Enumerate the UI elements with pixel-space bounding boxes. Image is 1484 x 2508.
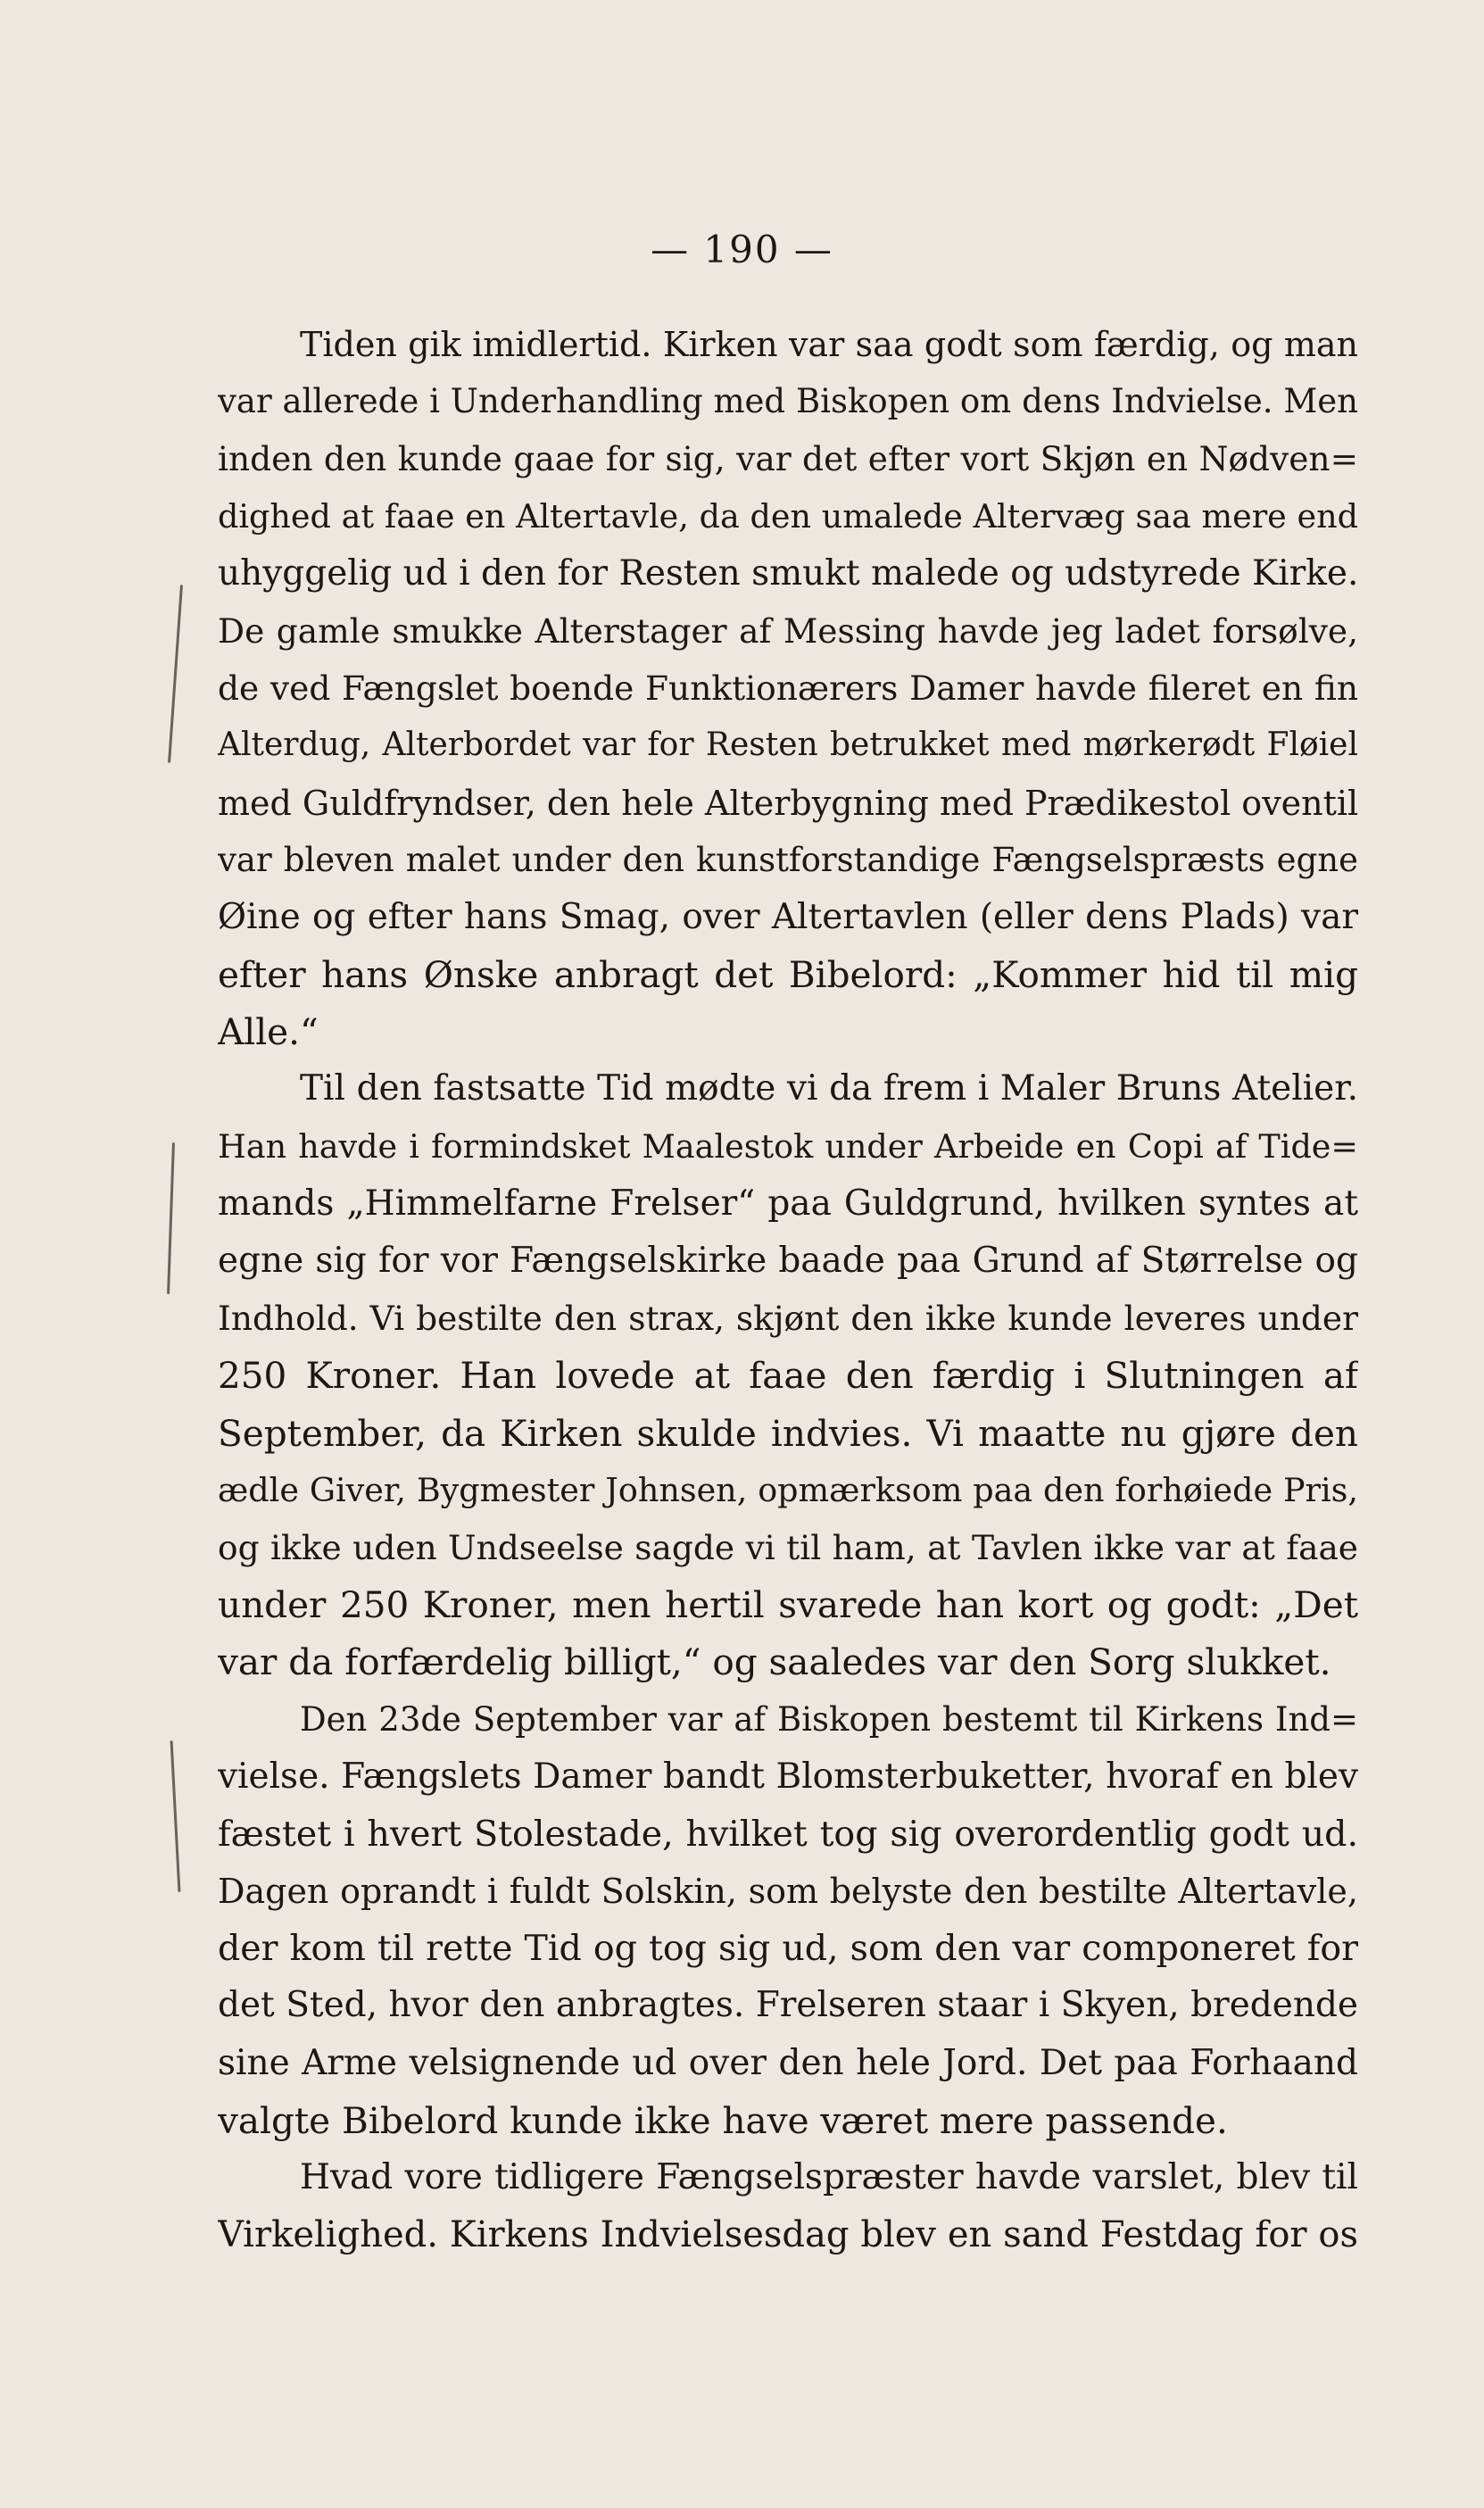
text-line: Dagen oprandt i fuldt Solskin, som belyste den bestilte Altertavle, [218,1872,1358,1912]
text-line: Hvad vore tidligere Fængselspræster havde varslet, blev til [300,2157,1358,2197]
text-line: Til den fastsatte Tid mødte vi da frem i Maler Bruns Atelier. [300,1068,1358,1109]
text-line: valgte Bibelord kunde ikke have været mere passende. [218,2098,1228,2142]
margin-pencil-mark [167,1142,175,1294]
text-line: uhyggelig ud i den for Resten smukt malede og udstyrede Kirke. [218,552,1358,594]
text-line: efter hans Ønske anbragt det Bibelord: „Kommer hid til mig [218,953,1358,997]
body-text [218,316,1358,2263]
text-line: fæstet i hvert Stolestade, hvilket tog sig overordentlig godt ud. [218,1813,1358,1855]
text-line: var allerede i Underhandling med Biskopen om dens Indvielse. Men [218,382,1358,421]
page-number: — 190 — [651,228,833,271]
text-line: var da forfærdelig billigt,“ og saaledes var den Sorg slukket. [218,1640,1331,1684]
text-line: det Sted, hvor den anbragtes. Frelseren staar i Skyen, bredende [218,1985,1358,2026]
text-line: inden den kunde gaae for sig, var det efter vort Skjøn en Nødven= [218,439,1358,479]
text-line: Tiden gik imidlertid. Kirken var saa godt som færdig, og man [300,325,1358,364]
text-line: September, da Kirken skulde indvies. Vi maatte nu gjøre den [218,1411,1358,1455]
text-line: 250 Kroner. Han lovede at faae den færdig i Slutningen af [218,1354,1358,1398]
text-line: ædle Giver, Bygmester Johnsen, opmærksom paa den forhøiede Pris, [218,1470,1358,1509]
text-line: Han havde i formindsket Maalestok under Arbeide en Copi af Tide= [218,1126,1358,1166]
text-line: med Guldfryndser, den hele Alterbygning med Prædikestol oventil [218,783,1358,823]
text-line: der kom til rette Tid og tog sig ud, som den var componeret for [218,1928,1358,1970]
margin-pencil-mark [168,585,183,763]
text-line: Alle.“ [218,1010,319,1054]
text-line: Den 23de September var af Biskopen bestemt til Kirkens Ind= [300,1699,1358,1739]
text-line: og ikke uden Undseelse sagde vi til ham, at Tavlen ikke var at faae [218,1527,1358,1567]
text-line: de ved Fængslet boende Funktionærers Damer havde fileret en fin [218,669,1358,709]
text-line: dighed at faae en Altertavle, da den umalede Altervæg saa mere end [218,496,1358,536]
text-line: under 250 Kroner, men hertil svarede han kort og godt: „Det [218,1583,1358,1627]
text-line: De gamle smukke Alterstager af Messing havde jeg ladet forsølve, [218,610,1358,651]
text-line: Øine og efter hans Smag, over Altertavlen (eller dens Plads) var [218,896,1358,937]
text-line: sine Arme velsignende ud over den hele Jord. Det paa Forhaand [218,2042,1358,2083]
margin-pencil-mark [170,1740,181,1892]
text-line: var bleven malet under den kunstforstandige Fængselspræsts egne [218,840,1358,879]
text-line: Virkelighed. Kirkens Indvielsesdag blev en sand Festdag for os [218,2214,1358,2256]
text-line: mands „Himmelfarne Frelser“ paa Guldgrund, hvilken syntes at [218,1183,1358,1224]
text-line: vielse. Fængslets Damer bandt Blomsterbuketter, hvoraf en blev [218,1756,1358,1797]
text-line: egne sig for vor Fængselskirke baade paa Grund af Størrelse og [218,1241,1358,1281]
text-line: Indhold. Vi bestilte den strax, skjønt den ikke kunde leveres under [218,1299,1358,1339]
text-line: Alterdug, Alterbordet var for Resten betrukket med mørkerødt Fløiel [218,727,1358,764]
